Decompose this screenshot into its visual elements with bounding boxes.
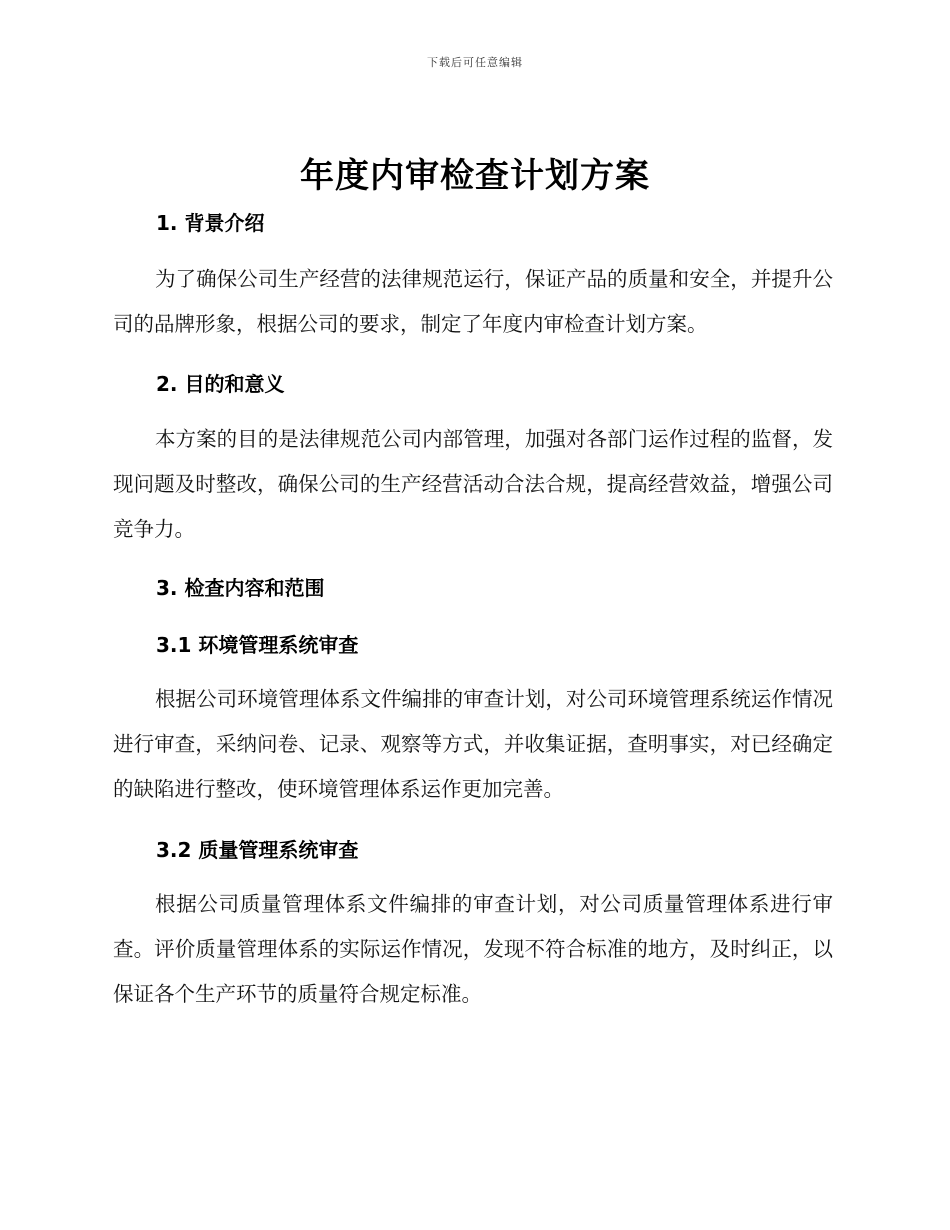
paragraph-environment-review: 根据公司环境管理体系文件编排的审查计划，对公司环境管理系统运作情况进行审查，采纳问卷、记录、观察等方式，并收集证据，查明事实，对已经确定的缺陷进行整改，使环境管理体系运作更加完善。 [113,687,833,801]
section-heading-scope: 3. 检查内容和范围 [156,576,325,600]
subsection-heading-environment: 3.1 环境管理系统审查 [156,633,359,657]
paragraph-quality-review: 根据公司质量管理体系文件编排的审查计划，对公司质量管理体系进行审查。评价质量管理体系的实际运作情况，发现不符合标准的地方，及时纠正，以保证各个生产环节的质量符合规定标准。 [113,892,833,1006]
paragraph-purpose: 本方案的目的是法律规范公司内部管理，加强对各部门运作过程的监督，发现问题及时整改，确保公司的生产经营活动合法合规，提高经营效益，增强公司竞争力。 [113,427,833,541]
paragraph-background: 为了确保公司生产经营的法律规范运行，保证产品的质量和安全，并提升公司的品牌形象，根据公司的要求，制定了年度内审检查计划方案。 [113,267,833,336]
section-heading-purpose: 2. 目的和意义 [156,372,285,396]
page-header-note: 下载后可任意编辑 [427,56,523,69]
section-heading-background: 1. 背景介绍 [156,211,265,235]
subsection-heading-quality: 3.2 质量管理系统审查 [156,838,359,862]
document-title: 年度内审检查计划方案 [300,156,650,196]
